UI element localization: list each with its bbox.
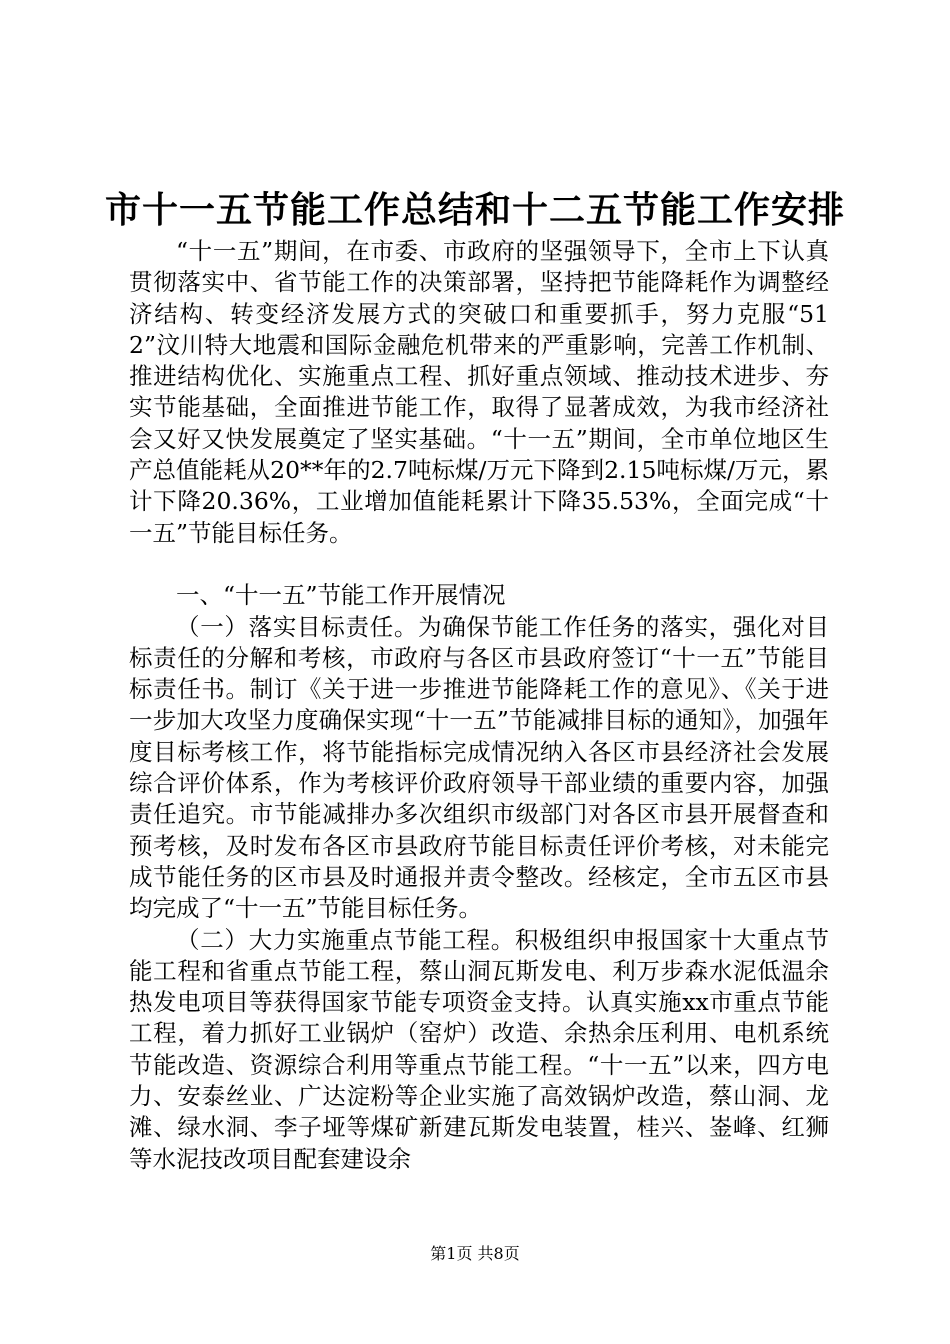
document-title: 市十一五节能工作总结和十二五节能工作安排 <box>104 189 845 231</box>
page-footer: 第1页 共8页 <box>430 1244 520 1263</box>
section-heading: 一、“十一五”节能工作开展情况 <box>176 581 506 610</box>
document-body <box>129 236 829 1175</box>
body-paragraph: （一）落实目标责任。为确保节能工作任务的落实，强化对目标责任的分解和考核，市政府与各区市县政府签订“十一五”节能目标责任书。制订《关于进一步推进节能降耗工作的意见》、《关于进一步加大攻坚力度确保实现“十一五”节能减排目标的通知》，加强年度目标考核工作，将节能指标完成情况纳入各区市县经济社会发展综合评价体系，作为考核评价政府领导干部业绩的重要内容，加强责任追究。市节能减排办多次组织市级部门对各区市县开展督查和预考核，及时发布各区市县政府节能目标责任评价考核，对未能完成节能任务的区市县及时通报并责令整改。经核定，全市五区市县均完成了“十一五”节能目标任务。 <box>129 612 829 923</box>
intro-paragraph: “十一五”期间，在市委、市政府的坚强领导下，全市上下认真贯彻落实中、省节能工作的决策部署，坚持把节能降耗作为调整经济结构、转变经济发展方式的突破口和重要抓手，努力克服“512”汶川特大地震和国际金融危机带来的严重影响，完善工作机制、推进结构优化、实施重点工程、抓好重点领域、推动技术进步、夯实节能基础，全面推进节能工作，取得了显著成效，为我市经济社会又好又快发展奠定了坚实基础。“十一五”期间，全市单位地区生产总值能耗从20**年的2.7吨标煤/万元下降到2.15吨标煤/万元，累计下降20.36%，工业增加值能耗累计下降35.53%，全面完成“十一五”节能目标任务。 <box>129 237 829 547</box>
body-paragraph: （二）大力实施重点节能工程。积极组织申报国家十大重点节能工程和省重点节能工程，蔡山洞瓦斯发电、利万步森水泥低温余热发电项目等获得国家节能专项资金支持。认真实施xx市重点节能工程，着力抓好工业锅炉（窑炉）改造、余热余压利用、电机系统节能改造、资源综合利用等重点节能工程。“十一五”以来，四方电力、安泰丝业、广达淀粉等企业实施了高效锅炉改造，蔡山洞、龙滩、绿水洞、李子垭等煤矿新建瓦斯发电装置，桂兴、崟峰、红狮等水泥技改项目配套建设余 <box>129 925 829 1173</box>
